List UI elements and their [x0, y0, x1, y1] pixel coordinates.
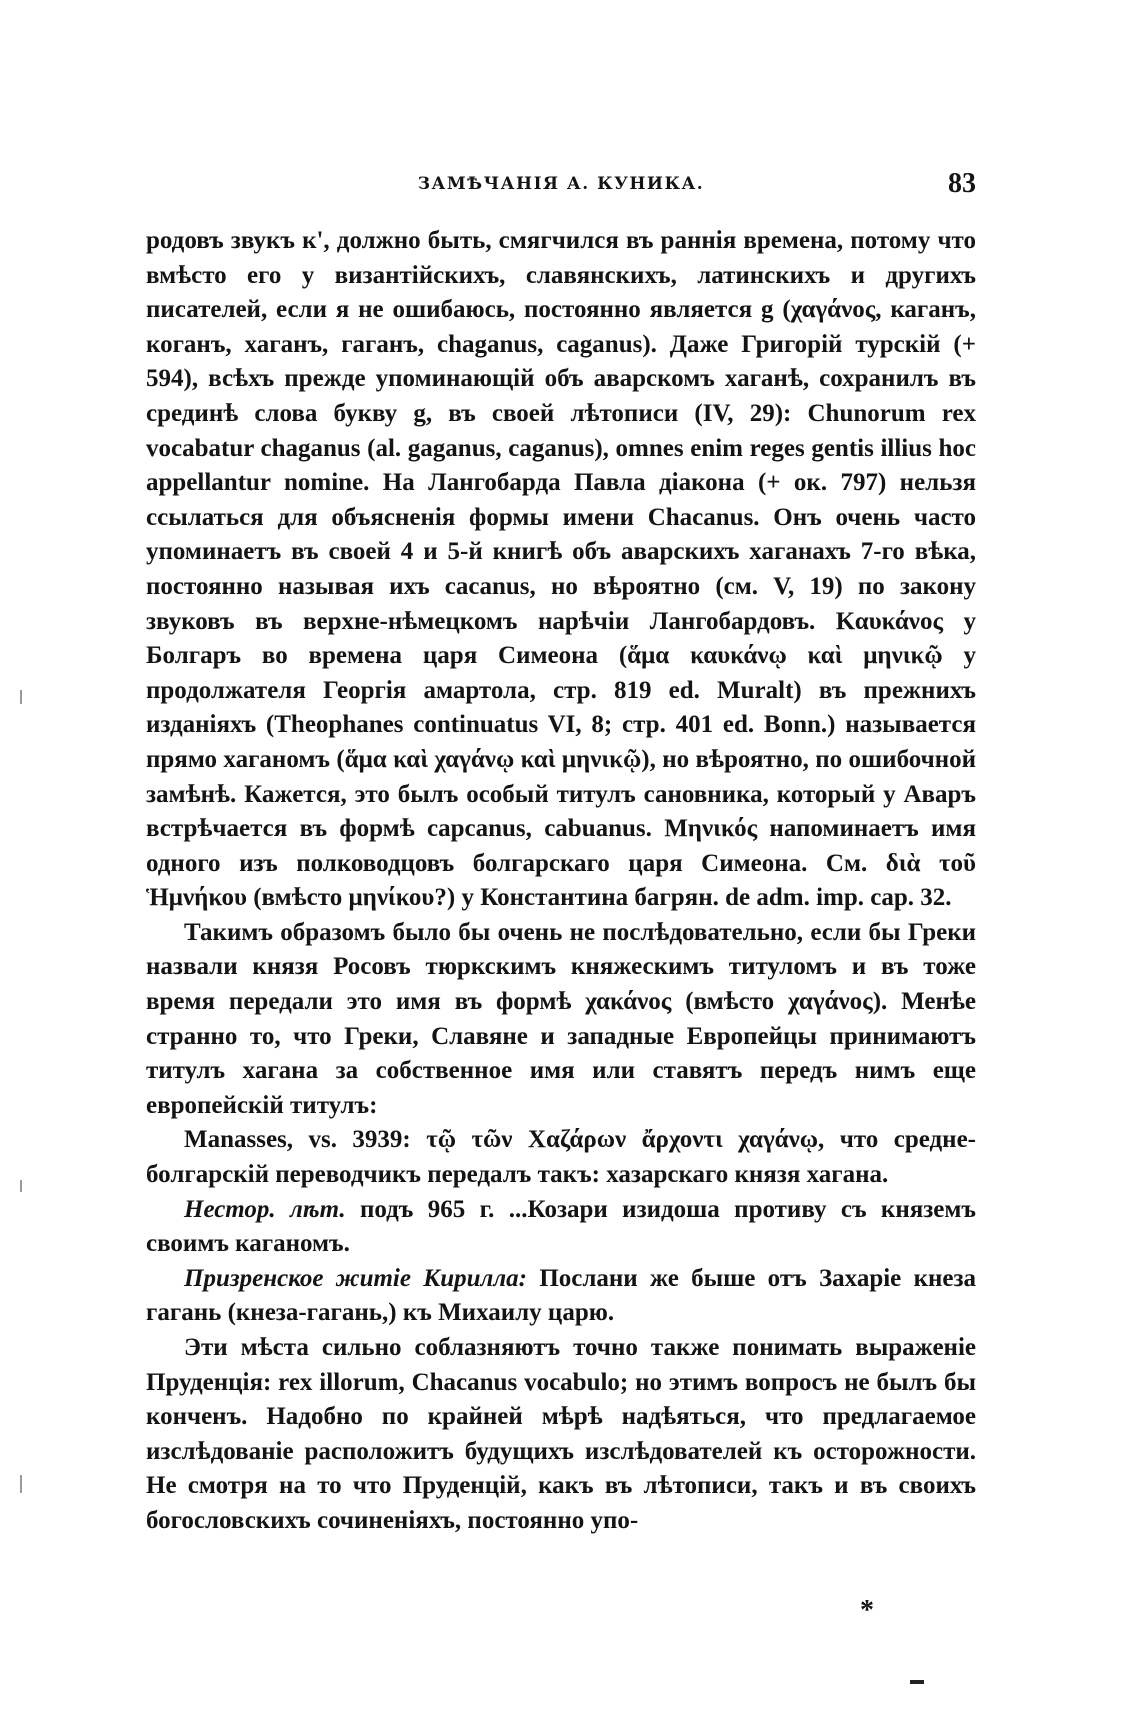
quote-text: подъ 965 г. ...Козари изидоша противу съ княземъ своимъ каганомъ. [146, 1195, 976, 1258]
quote-nestor [146, 1193, 976, 1262]
page-body [146, 168, 976, 1539]
corner-mark [910, 1680, 924, 1684]
margin-tick [20, 690, 22, 704]
quote-text: Послани же быше отъ Захаріе кнеза гагань (кнеза-гагань,) къ Михаилу царю. [146, 1264, 977, 1327]
margin-tick [20, 1475, 22, 1493]
paragraph-3: Эти мѣста сильно соблазняютъ точно также понимать выраженіе Пруденція: rex illorum, Chacanus vocabulo; но этимъ вопросъ не былъ бы конченъ. Надобно по крайней мѣрѣ надѣяться, что предлагаемое изслѣдованіе расположитъ будущихъ изслѣдователей къ осторожности. Не смотря на то что Пруденцій, какъ въ лѣтописи, такъ и въ своихъ богословскихъ сочиненіяхъ, постоянно упо- [146, 1334, 976, 1534]
margin-tick [20, 1180, 22, 1192]
page-number: 83 [948, 168, 976, 199]
quote-text: Manasses, vs. 3939: τῷ τῶν Χαζάρων ἄρχοντι χαγάνῳ, что средне-болгарскій переводчикъ передалъ такъ: хазарскаго князя хагана. [146, 1126, 976, 1189]
paragraph-2: Такимъ образомъ было бы очень не послѣдовательно, если бы Греки назвали князя Росовъ тюркскимъ княжескимъ титуломъ и въ тоже время передали это имя въ формѣ χακάνος (вмѣсто χαγάνος). Менѣе странно то, что Греки, Славяне и западные Европейцы принимаютъ титулъ хагана за собственное имя или ставятъ передъ нимъ еще европейскій титулъ: [146, 918, 976, 1119]
quote-prizren [146, 1262, 976, 1331]
signature-mark: * [860, 1595, 874, 1626]
page-header [146, 168, 976, 208]
quote-manasses [146, 1123, 976, 1192]
quote-source: Нестор. лѣт. [184, 1195, 346, 1223]
quote-source: Призренское житіе Кирилла: [184, 1264, 528, 1292]
paragraph-1: родовъ звукъ к', должно быть, смягчился въ раннія времена, потому что вмѣсто его у византійскихъ, славянскихъ, латинскихъ и другихъ писателей, если я не ошибаюсь, постоянно является g (χαγάνος, каганъ, коганъ, хаганъ, гаганъ, chaganus, caganus). Даже Григорій турскій (+ 594), всѣхъ прежде упоминающій объ аварскомъ хаганѣ, сохранилъ въ срединѣ слова букву g, въ своей лѣтописи (IV, 29): Chunorum rex vocabatur chaganus (al. gaganus, caganus), omnes enim reges gentis illius hoc appellantur nomine. На Лангобарда Павла діакона (+ ок. 797) нельзя ссылаться для объясненія формы имени Chacanus. Онъ очень часто упоминаетъ въ своей 4 и 5-й книгѣ объ аварскихъ хаганахъ 7-го вѣка, постоянно называя ихъ cacanus, но вѣроятно (см. V, 19) по закону звуковъ въ верхне-нѣмецкомъ нарѣчіи Лангобардовъ. Καυκάνος у Болгаръ во времена царя Симеона (ἅμα καυκάνῳ καὶ μηνικῷ у продолжателя Георгія амартола, стр. 819 ed. Muralt) въ прежнихъ изданіяхъ (Theophanes continuatus VI, 8; стр. 401 ed. Bonn.) называется прямо хаганомъ (ἅμα καὶ χαγάνῳ καὶ μηνικῷ), но вѣроятно, по ошибочной замѣнѣ. Кажется, это былъ особый титулъ сановника, который у Аваръ встрѣчается въ формѣ capcanus, cabuanus. Μηνικός напоминаетъ имя одного изъ полководцовъ болгарскаго царя Симеона. См. διὰ τοῦ Ἡμνήκου (вмѣсто μηνίκου?) у Константина багрян. de adm. imp. cap. 32. [146, 227, 976, 912]
running-head: ЗАМѢЧАНІЯ А. КУНИКА. [417, 174, 705, 194]
